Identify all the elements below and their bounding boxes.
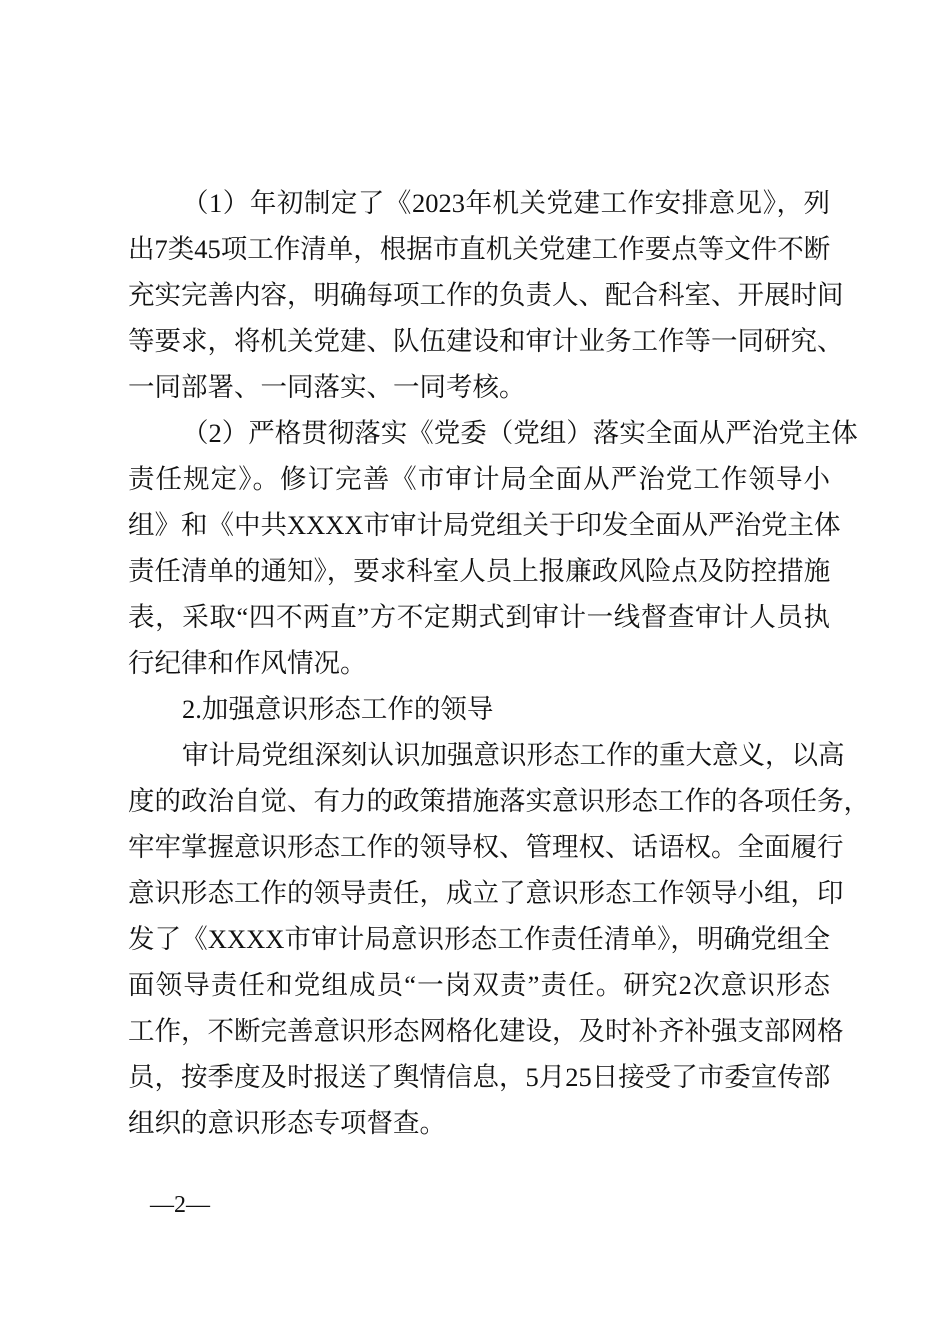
text-line: 行纪律和作风情况。 [128, 648, 367, 678]
document-body [128, 180, 870, 1146]
page-number: —2— [150, 1192, 210, 1218]
text-line: 牢牢掌握意识形态工作的领导权、管理权、话语权。全面履行 [128, 832, 844, 862]
section-heading-2 [128, 686, 830, 732]
text-line: （2）严格贯彻落实《党委（党组）落实全面从严治党主体 [182, 418, 858, 448]
text-line: （1）年初制定了《2023年机关党建工作安排意见》，列 [182, 188, 830, 218]
text-line: 工作，不断完善意识形态网格化建设，及时补齐补强支部网格 [128, 1016, 844, 1046]
text-line: 2.加强意识形态工作的领导 [182, 694, 494, 724]
text-line: 面领导责任和党组成员“一岗双责”责任。研究2次意识形态 [128, 970, 830, 1000]
text-line: 度的政治自觉、有力的政策措施落实意识形态工作的各项任务， [128, 786, 870, 816]
text-line: 一同部署、一同落实、一同考核。 [128, 372, 526, 402]
text-line: 意识形态工作的领导责任，成立了意识形态工作领导小组，印 [128, 878, 844, 908]
text-line: 责任规定》。修订完善《市审计局全面从严治党工作领导小 [128, 464, 830, 494]
text-line: 发了《XXXX市审计局意识形态工作责任清单》，明确党组全 [128, 924, 830, 954]
text-line: 充实完善内容，明确每项工作的负责人、配合科室、开展时间 [128, 280, 844, 310]
text-line: 等要求，将机关党建、队伍建设和审计业务工作等一同研究、 [128, 326, 844, 356]
text-line: 员，按季度及时报送了舆情信息，5月25日接受了市委宣传部 [128, 1062, 831, 1092]
text-line: 表，采取“四不两直”方不定期式到审计一线督查审计人员执 [128, 602, 830, 632]
paragraph-1-1 [128, 180, 844, 410]
paragraph-1-2 [128, 410, 858, 686]
text-line: 组》和《中共XXXX市审计局党组关于印发全面从严治党主体 [128, 510, 841, 540]
text-line: 责任清单的通知》，要求科室人员上报廉政风险点及防控措施 [128, 556, 831, 586]
text-line: 审计局党组深刻认识加强意识形态工作的重大意义，以高 [182, 740, 845, 770]
paragraph-2 [128, 732, 870, 1146]
text-line: 出7类45项工作清单，根据市直机关党建工作要点等文件不断 [128, 234, 831, 264]
text-line: 组织的意识形态专项督查。 [128, 1108, 446, 1138]
